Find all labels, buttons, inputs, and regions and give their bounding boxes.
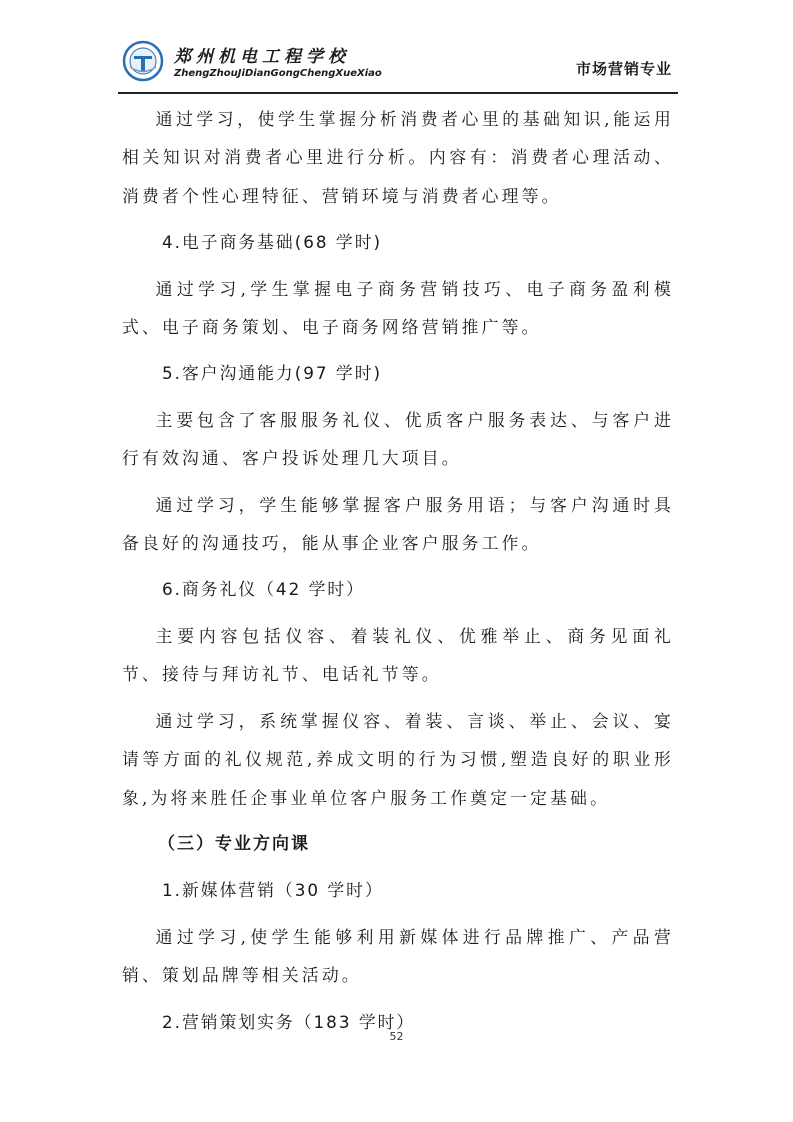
course-heading: 5.客户沟通能力(97 学时)	[162, 363, 383, 384]
paragraph: 通过学习，系统掌握仪容、着装、言谈、举止、会议、宴请等方面的礼仪规范,养成文明的行为习惯,塑造良好的职业形象,为将来胜任企事业单位客户服务工作奠定一定基础。	[122, 710, 674, 808]
page-number: 52	[389, 1030, 404, 1043]
header-divider	[118, 92, 678, 94]
major-name: 市场营销专业	[575, 60, 672, 78]
course-heading: 4.电子商务基础(68 学时)	[162, 232, 383, 253]
school-emblem-icon	[122, 40, 164, 82]
paragraph: 通过学习,使学生能够利用新媒体进行品牌推广、产品营销、策划品牌等相关活动。	[122, 926, 674, 986]
school-name-chinese: 郑州机电工程学校	[174, 47, 350, 67]
paragraph: 通过学习，使学生掌握分析消费者心里的基础知识,能运用相关知识对消费者心里进行分析。内容有：消费者心理活动、消费者个性心理特征、营销环境与消费者心理等。	[122, 109, 674, 206]
course-heading: 6.商务礼仪（42 学时）	[162, 579, 365, 600]
paragraph: 主要包含了客服服务礼仪、优质客户服务表达、与客户进行有效沟通、客户投诉处理几大项目。	[122, 409, 674, 469]
paragraph: 主要内容包括仪容、着装礼仪、优雅举止、商务见面礼节、接待与拜访礼节、电话礼节等。	[122, 625, 674, 685]
section-heading: （三）专业方向课	[158, 833, 310, 854]
school-name-english: ZhengZhouJiDianGongChengXueXiao	[174, 68, 382, 79]
course-heading: 1.新媒体营销（30 学时）	[162, 880, 384, 901]
paragraph: 通过学习，学生能够掌握客户服务用语；与客户沟通时具备良好的沟通技巧，能从事企业客户服务工作。	[122, 494, 674, 554]
course-heading: 2.营销策划实务（183 学时）	[162, 1011, 416, 1032]
paragraph: 通过学习,学生掌握电子商务营销技巧、电子商务盈利模式、电子商务策划、电子商务网络营销推广等。	[122, 278, 674, 338]
page-header	[118, 36, 678, 94]
document-body	[122, 100, 674, 1041]
